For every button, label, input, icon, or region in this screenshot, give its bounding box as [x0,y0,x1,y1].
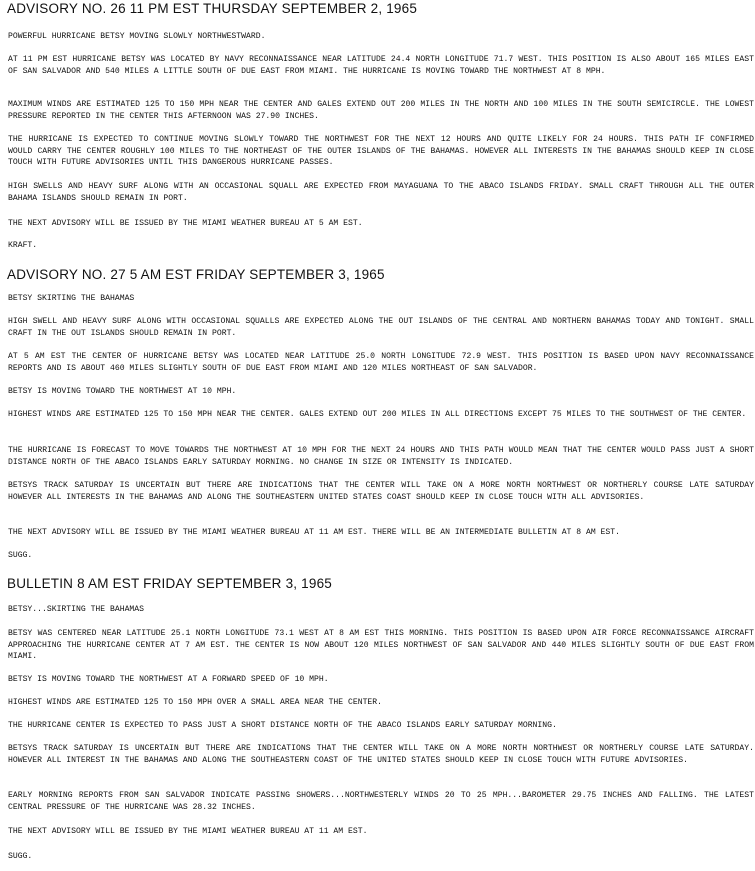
advisory-26-paragraph: HIGH SWELLS AND HEAVY SURF ALONG WITH AN OCCASIONAL SQUALL ARE EXPECTED FROM MAYAGUANA TO THE ABACO ISLANDS FRIDAY. SMALL CRAFT THROUGH ALL THE OUTER BAHAMA ISLANDS SHOULD REMAIN IN PORT. [8,182,754,203]
advisory-26-paragraph: AT 11 PM EST HURRICANE BETSY WAS LOCATED BY NAVY RECONNAISSANCE NEAR LATITUDE 24.4 NORTH LONGITUDE 71.7 WEST. THIS POSITION IS ALSO ABOUT 165 MILES EAST OF SAN SALVADOR AND 540 MILES A LITTLE SOUTH OF DUE EAST FROM MIAMI. THE HURRICANE IS MOVING TOWARD THE NORTHWEST AT 8 MPH. [8,55,754,76]
bulletin-signature: SUGG. [8,852,33,861]
bulletin-paragraph: EARLY MORNING REPORTS FROM SAN SALVADOR INDICATE PASSING SHOWERS...NORTHWESTERLY WINDS 20 TO 25 MPH...BAROMETER 29.75 INCHES AND FALLING. THE LATEST CENTRAL PRESSURE OF THE HURRICANE WAS 28.32 INCHES. [8,791,754,812]
advisory-27-paragraph: AT 5 AM EST THE CENTER OF HURRICANE BETSY WAS LOCATED NEAR LATITUDE 25.0 NORTH LONGITUDE 72.9 WEST. THIS POSITION IS BASED UPON NAVY RECONNAISSANCE REPORTS AND IS ABOUT 460 MILES SLIGHTLY SOUTH OF DUE EAST FROM MIAMI AND 120 MILES NORTHEAST OF SAN SALVADOR. [8,352,754,373]
advisory-26-paragraph: THE NEXT ADVISORY WILL BE ISSUED BY THE MIAMI WEATHER BUREAU AT 5 AM EST. [8,219,363,228]
advisory-27-paragraph: HIGHEST WINDS ARE ESTIMATED 125 TO 150 MPH NEAR THE CENTER. GALES EXTEND OUT 200 MILES IN ALL DIRECTIONS EXCEPT 75 MILES TO THE SOUTHWEST OF THE CENTER. [8,410,747,419]
bulletin-paragraph: BETSYS TRACK SATURDAY IS UNCERTAIN BUT THERE ARE INDICATIONS THAT THE CENTER WILL TAKE ON A MORE NORTH NORTHWEST OR NORTHERLY COURSE LATE SATURDAY. HOWEVER ALL INTEREST IN THE BAHAMAS AND ALONG THE SOUTHEASTERN COAST OF THE UNITED STATES SHOULD KEEP IN CLOSE TOUCH WITH FUTURE ADVISORIES. [8,744,754,765]
advisory-27-paragraph: BETSY SKIRTING THE BAHAMAS [8,294,135,303]
bulletin-paragraph: THE HURRICANE CENTER IS EXPECTED TO PASS JUST A SHORT DISTANCE NORTH OF THE ABACO ISLANDS EARLY SATURDAY MORNING. [8,721,557,730]
bulletin-paragraph: THE NEXT ADVISORY WILL BE ISSUED BY THE MIAMI WEATHER BUREAU AT 11 AM EST. [8,827,368,836]
bulletin-paragraph: BETSY WAS CENTERED NEAR LATITUDE 25.1 NORTH LONGITUDE 73.1 WEST AT 8 AM EST THIS MORNING. THIS POSITION IS BASED UPON AIR FORCE RECONNAISSANCE AIRCRAFT APPROACHING THE HURRICANE CENTER AT 7 AM EST. THE CENTER IS NOW ABOUT 120 MILES NORTHWEST OF SAN SALVADOR AND 440 MILES SLIGHTLY SOUTH OF DUE EAST FROM MIAMI. [8,629,754,661]
advisory-27-signature: SUGG. [8,551,33,560]
advisory-27-paragraph: BETSY IS MOVING TOWARD THE NORTHWEST AT 10 MPH. [8,387,237,396]
advisory-27-heading: ADVISORY NO. 27 5 AM EST FRIDAY SEPTEMBER 3, 1965 [7,267,385,282]
advisory-27-paragraph: HIGH SWELL AND HEAVY SURF ALONG WITH OCCASIONAL SQUALLS ARE EXPECTED ALONG THE OUT ISLANDS OF THE CENTRAL AND NORTHERN BAHAMAS TODAY AND TONIGHT. SMALL CRAFT IN THE OUT ISLANDS SHOULD REMAIN IN PORT. [8,317,754,338]
advisory-27-paragraph: BETSYS TRACK SATURDAY IS UNCERTAIN BUT THERE ARE INDICATIONS THAT THE CENTER WILL TAKE ON A MORE NORTH NORTHWEST OR NORTHERLY COURSE LATE SATURDAY HOWEVER ALL INTERESTS IN THE BAHAMAS AND ALONG THE SOUTHEASTERN UNITED STATES COAST SHOULD KEEP IN CLOSE TOUCH WITH ALL ADVISORIES. [8,481,754,502]
advisory-26-heading: ADVISORY NO. 26 11 PM EST THURSDAY SEPTEMBER 2, 1965 [7,1,418,16]
advisory-27-paragraph: THE HURRICANE IS FORECAST TO MOVE TOWARDS THE NORTHWEST AT 10 MPH FOR THE NEXT 24 HOURS AND THIS PATH WOULD MEAN THAT THE CENTER WOULD PASS JUST A SHORT DISTANCE NORTH OF THE ABACO ISLANDS EARLY SATURDAY MORNING. NO CHANGE IN SIZE OR INTENSITY IS INDICATED. [8,446,754,467]
advisory-26-paragraph: MAXIMUM WINDS ARE ESTIMATED 125 TO 150 MPH NEAR THE CENTER AND GALES EXTEND OUT 200 MILES IN THE NORTH AND 100 MILES IN THE SOUTH SEMICIRCLE. THE LOWEST PRESSURE REPORTED IN THE CENTER THIS AFTERNOON WAS 27.90 INCHES. [8,100,754,121]
bulletin-heading: BULLETIN 8 AM EST FRIDAY SEPTEMBER 3, 1965 [7,576,333,591]
advisory-27-paragraph: THE NEXT ADVISORY WILL BE ISSUED BY THE MIAMI WEATHER BUREAU AT 11 AM EST. THERE WILL BE AN INTERMEDIATE BULLETIN AT 8 AM EST. [8,528,620,537]
advisory-26-paragraph: THE HURRICANE IS EXPECTED TO CONTINUE MOVING SLOWLY TOWARD THE NORTHWEST FOR THE NEXT 12 HOURS AND QUITE LIKELY FOR 24 HOURS. THIS PATH IF CONFIRMED WOULD CARRY THE CENTER ROUGHLY 100 MILES TO THE NORTHEAST OF THE OUTER ISLANDS OF THE BAHAMAS. HOWEVER ALL INTERESTS IN THE BAHAMAS SHOULD KEEP IN CLOSE TOUCH WITH FUTURE ADVISORIES UNTIL THIS DANGEROUS HURRICANE PASSES. [8,135,754,167]
bulletin-paragraph: BETSY...SKIRTING THE BAHAMAS [8,605,144,614]
bulletin-paragraph: BETSY IS MOVING TOWARD THE NORTHWEST AT A FORWARD SPEED OF 10 MPH. [8,675,329,684]
bulletin-paragraph: HIGHEST WINDS ARE ESTIMATED 125 TO 150 MPH OVER A SMALL AREA NEAR THE CENTER. [8,698,382,707]
advisory-26-signature: KRAFT. [8,241,38,250]
advisory-26-paragraph: POWERFUL HURRICANE BETSY MOVING SLOWLY NORTHWESTWARD. [8,32,266,41]
